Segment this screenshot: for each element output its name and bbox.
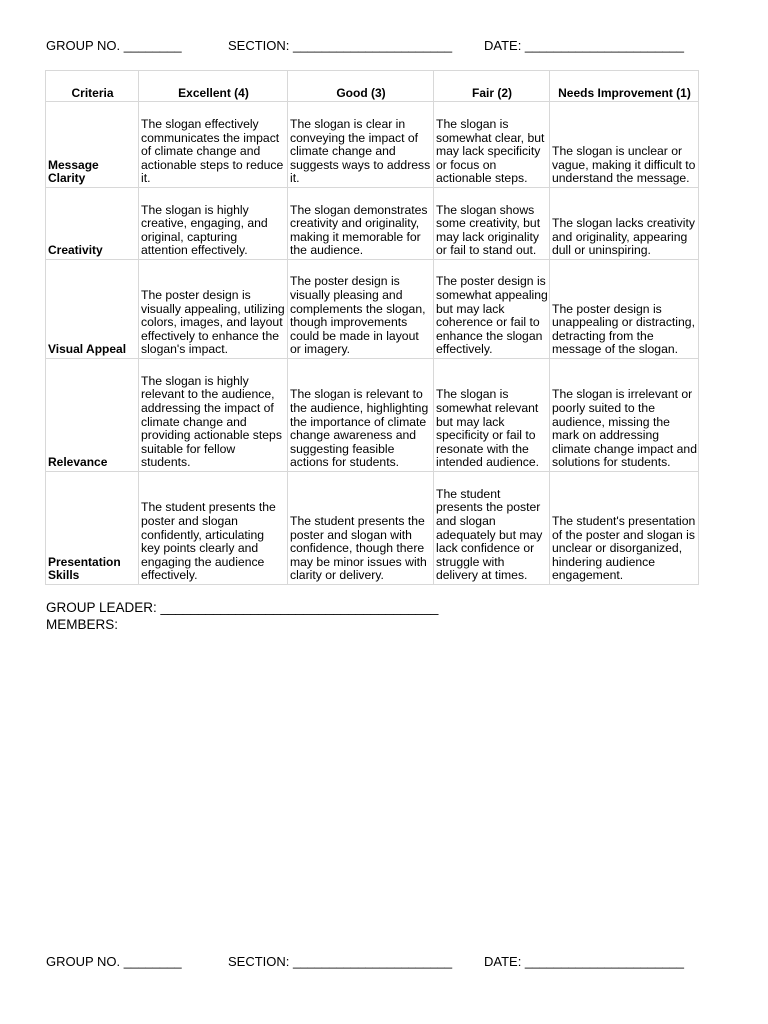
rubric-cell: The slogan is highly creative, engaging, and original, capturing attention effectively.: [139, 188, 288, 260]
column-header-excellent: Excellent (4): [139, 71, 288, 102]
date-field: DATE: ______________________: [484, 38, 684, 53]
rubric-cell: The student presents the poster and slogan adequately but may lack confidence or struggle with delivery at times.: [434, 472, 550, 585]
rubric-cell: The slogan is irrelevant or poorly suited to the audience, missing the mark on addressing climate change impact and solutions for students.: [550, 359, 699, 472]
group-leader-field: GROUP LEADER: _____________________________________: [46, 600, 439, 615]
group-number-field: GROUP NO. ________: [46, 38, 182, 53]
table-row: [46, 359, 699, 472]
rubric-cell: The poster design is unappealing or distracting, detracting from the message of the slogan.: [550, 260, 699, 359]
column-header-good: Good (3): [288, 71, 434, 102]
column-header-fair: Fair (2): [434, 71, 550, 102]
column-header-criteria: Criteria: [46, 71, 139, 102]
section-field: SECTION: ______________________: [228, 954, 453, 969]
group-number-field: GROUP NO. ________: [46, 954, 182, 969]
criterion-label: Message Clarity: [46, 102, 139, 188]
members-field: MEMBERS:: [46, 617, 119, 632]
rubric-cell: The slogan is somewhat clear, but may lack specificity or focus on actionable steps.: [434, 102, 550, 188]
rubric-cell: The slogan is relevant to the audience, highlighting the importance of climate change awareness and suggesting feasible actions for students.: [288, 359, 434, 472]
section-field: SECTION: ______________________: [228, 38, 453, 53]
rubric-cell: The student presents the poster and slogan confidently, articulating key points clearly and engaging the audience effectively.: [139, 472, 288, 585]
rubric-cell: The poster design is visually pleasing and complements the slogan, though improvements could be made in layout or imagery.: [288, 260, 434, 359]
criterion-label: Relevance: [46, 359, 139, 472]
rubric-header-row: [46, 71, 699, 102]
rubric-cell: The slogan effectively communicates the impact of climate change and actionable steps to reduce it.: [139, 102, 288, 188]
table-row: [46, 102, 699, 188]
rubric-cell: The poster design is somewhat appealing but may lack coherence or fail to enhance the slogan effectively.: [434, 260, 550, 359]
criterion-label: Creativity: [46, 188, 139, 260]
rubric-cell: The slogan is highly relevant to the audience, addressing the impact of climate change and providing actionable steps suitable for fellow students.: [139, 359, 288, 472]
criterion-label: Presentation Skills: [46, 472, 139, 585]
rubric-cell: The poster design is visually appealing, utilizing colors, images, and layout effectively to enhance the slogan's impact.: [139, 260, 288, 359]
rubric-cell: The slogan lacks creativity and originality, appearing dull or uninspiring.: [550, 188, 699, 260]
footer-info-line: [46, 954, 706, 1014]
rubric-cell: The student's presentation of the poster and slogan is unclear or disorganized, hindering audience engagement.: [550, 472, 699, 585]
rubric-cell: The slogan demonstrates creativity and originality, making it memorable for the audience.: [288, 188, 434, 260]
rubric-cell: The slogan is unclear or vague, making it difficult to understand the message.: [550, 102, 699, 188]
table-row: [46, 472, 699, 585]
rubric-cell: The student presents the poster and slogan with confidence, though there may be minor issues with clarity or delivery.: [288, 472, 434, 585]
table-row: [46, 188, 699, 260]
rubric-cell: The slogan is clear in conveying the impact of climate change and suggests ways to address it.: [288, 102, 434, 188]
column-header-needs-improvement: Needs Improvement (1): [550, 71, 699, 102]
table-row: [46, 260, 699, 359]
criterion-label: Visual Appeal: [46, 260, 139, 359]
rubric-table: [45, 70, 699, 585]
rubric-cell: The slogan shows some creativity, but may lack originality or fail to stand out.: [434, 188, 550, 260]
rubric-cell: The slogan is somewhat relevant but may lack specificity or fail to resonate with the intended audience.: [434, 359, 550, 472]
date-field: DATE: ______________________: [484, 954, 684, 969]
